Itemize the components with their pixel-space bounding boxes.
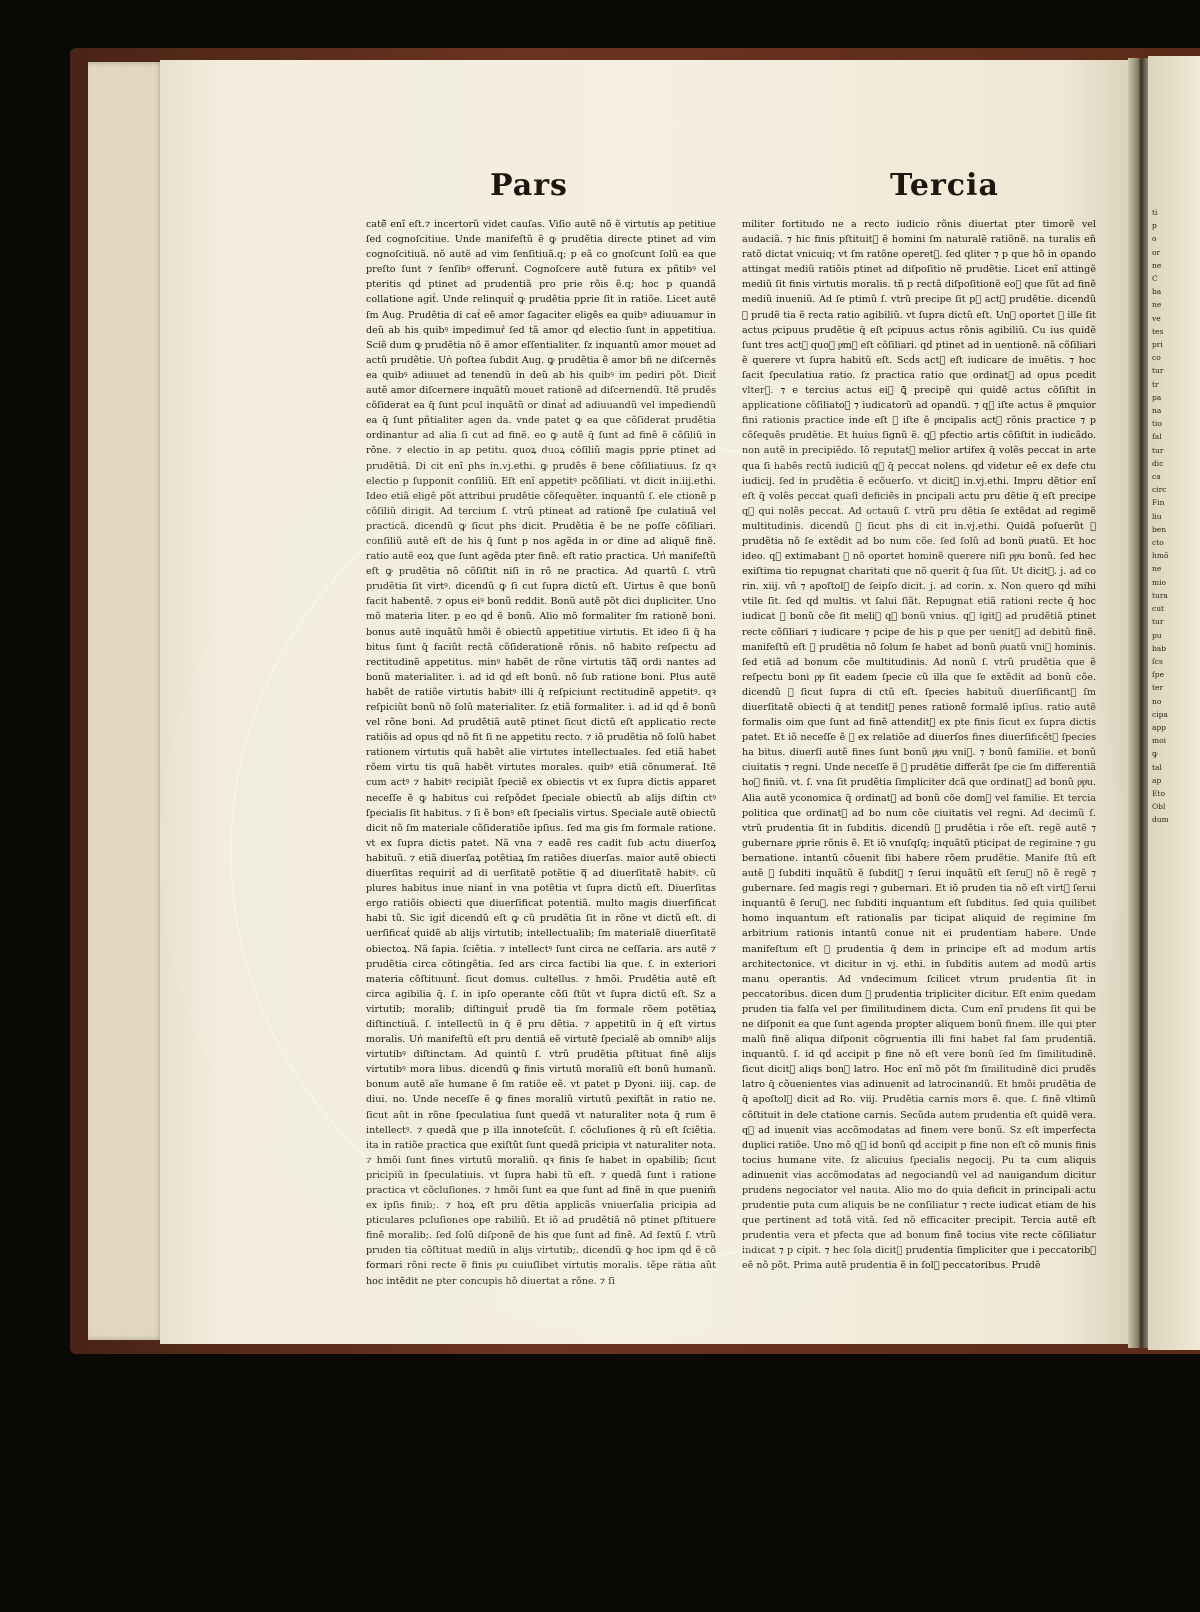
right-page-fragment-line: tio	[1152, 419, 1162, 429]
right-page-fragment-line: Eto	[1152, 788, 1166, 798]
right-page-fragment-line: ben	[1152, 524, 1167, 534]
right-page-fragment-line: ſcs	[1152, 656, 1163, 666]
right-page-fragment-line: tal	[1152, 762, 1162, 772]
right-page-fragment-line: o	[1152, 234, 1157, 244]
text-column-right	[742, 217, 1096, 1292]
right-page-fragment-line: na	[1152, 406, 1162, 416]
right-page-fragment-line: tura	[1152, 590, 1168, 600]
right-page-fragment-line: dum	[1152, 815, 1169, 825]
right-page-fragment-line: tr	[1152, 379, 1159, 389]
right-page-fragment-line: pu	[1152, 630, 1162, 640]
right-page-fragment-line: cipa	[1152, 709, 1168, 719]
right-page-fragment-line: cut	[1152, 604, 1165, 614]
right-page-fragment-line: circ	[1152, 485, 1167, 495]
right-page-fragment-line: ne	[1152, 300, 1162, 310]
right-page-fragment-line: hmõ	[1152, 551, 1169, 561]
right-page-fragment-line: pa	[1152, 392, 1162, 402]
right-page-fragment-line: no	[1152, 696, 1162, 706]
right-page-fragment-line: tur	[1152, 366, 1164, 376]
right-page-fragment-line: pri	[1152, 340, 1163, 350]
right-page-fragment-line: liu	[1152, 511, 1162, 521]
right-page-fragment-line: ap	[1152, 775, 1162, 785]
right-page-fragment-line: tur	[1152, 445, 1164, 455]
text-column-left	[366, 217, 716, 1292]
running-head-right: Tercia	[890, 168, 999, 203]
right-page-fragment-line: co	[1152, 353, 1161, 363]
right-page-fragment	[1152, 206, 1200, 827]
right-page-fragment-line: bab	[1152, 643, 1167, 653]
right-page-fragment-line: ſpe	[1152, 670, 1165, 680]
right-page-fragment-line: tes	[1152, 326, 1164, 336]
page-edges	[88, 62, 164, 1340]
right-page-fragment-line: Obl	[1152, 802, 1166, 812]
right-page-fragment-line: fal	[1152, 432, 1162, 442]
text-column-left-body: catẽ̄ enĩ eſt.⁊ incertorũ videt cauſas. Viſio autẽ nõ ẽ virtutis ap petitiue ſed cognoſcitiue. Unde manifeſtũ ẽ ꝙ prudẽtia directe ptinet ad vim cognoſcitiuã. nõ autẽ ad vim ſenſitiuã.q; p eã co gnoſcunt ſolũ ea que preſto ſunt ⁊ ſenſibꝰ offeruntᷣ. Cognoſcere autẽ futura ex pñtibꝰ vel pteritis qḋ ptinet ad prudentiã pro prie rõis ẽ.q; hoc p quandã collatione agitᷣ. Unde relinquitᷣ ꝙ prudẽtia pprie ſit in ratiõe. Licet autẽ ſm Aug. Prudẽtia di catᷣ eẽ amor ſagaciter eligẽs ea quibꝰ adiuuamur in deũ ab his quibꝰ impedimurᷤ ſed tã amor qḋ electio ſunt in appetitiua. Sciẽ dum ꝙ prudẽtia nõ ẽ amor eſſentialiter. ſz inquantũ amor mouet ad actũ prudẽtie. Unᷣ poſtea ſubdit Aug. ꝙ prudẽtia ẽ amor bñ ne diſcernẽs ea quibꝰ adiuuet ad tenendũ in deũ ab his quibꝰ im pediri põt. Dicitᷣ autẽ amor diſcernere inquãtũ mouet rationẽ ad diſcernendũ. Itẽ prudẽs cõſiderat ea q̄ ſunt pcul inquãtũ or dinatᷣ ad adiuuandũ vel impediendũ ea q̄ ſunt pñtialiter agen da. vnde patet ꝙ ea que cõſiderat prudẽtia ordinantur ad alia ſi cut ad finẽ. eo ꝙ autẽ q̄ ſunt ad finẽ ẽ cõſiliũ in rõne. ⁊ electio in ap petitu. quoꝝ duoꝝ cõſiliũ magis pprie ptinet ad prudẽtiã. Di cit enĩ phs in.vj.ethi. ꝙ prudẽs ẽ bene cõſiliatiuus. ſz qꝛ electio p ſupponit conſiliũ. Eſt enĩ appetitꝰ pcõſiliati. vt dicit in.iij.ethi. Ideo etiã eligẽ põt attribui prudẽtie cõſequẽter. inquantũ ſ. ele ctionẽ p cõſiliũ dirigit. Ad tercium ſ. vtrũ ptineat ad rationẽ ſpe culatiuã vel practicã. dicendũ ꝙ ſicut phs dicit. Prudẽtia ẽ be ne poſſe cõſiliari. conſiliũ autẽ eſt de his q̄ ſunt p nos agẽda in or dine ad aliquẽ finẽ. ratio autẽ eoꝝ que ſunt agẽda pter finẽ. eſt ratio practica. Unᷣ manifeſtũ eſt ꝙ prudẽtia nõ cõſiſtit niſi in rõ ne practica. Ad quartũ ſ. vtrũ prudẽtia ſit virtꝰ. dicendũ ꝙ ſi cut ſupra dictũ eſt. Uirtus ẽ que bonũ facit habentẽ. ⁊ opus eiꝰ bonũ reddit. Bonũ autẽ põt dici dupliciter. Uno mõ materia liter. p eo qḋ ẽ bonũ. Alio mõ formaliter ſm rationẽ boni. bonus autẽ inquãtũ hmõi ẽ obiectũ appetitiue virtutis. Et ideo ſi q̄ ha bitus ſunt q̄ faciũt rectã cõſiderationẽ rõnis. nõ habito reſpectu ad rectitudinẽ appetitus. minꝰ habẽt de rõne virtutis tãqᷓ ordi nantes ad bonũ materialiter. i. ad id qḋ eſt bonũ. nõ ſub ratione boni. Plus autẽ habẽt de ratiõe virtutis habitꝰ illi q̄ reſpiciunt rectitudinẽ appetitꝰ. qꝛ reſpiciũt bonũ nõ ſolũ materialiter. ſz etiã formaliter. i. ad id qḋ ẽ bonũ vel rõne boni. Ad prudẽtiã autẽ ptinet ſicut dictũ eſt applicatio recte ratiõis ad opus qḋ nõ fit ſi ne appetitu recto. ⁊ iõ prudẽtia nõ ſolũ habet rationem virtutis quã habẽt alie virtutes intellectuales. ſed etiã habet rõem virtu tis quã habẽt virtutes morales. quibꝰ etiã cõnumeratᷣ. Itẽ cum actꝰ ⁊ habitꝰ recipiãt ſpeciẽ ex obiectis vt ex ſupra dictis apparet neceſſe ẽ ꝙ habitus cui reſpõdet ſpeciale obiectũ ab alijs diſtin ctꝰ ſpecialis ſit habitus. ⁊ ſi ẽ bonꝰ eſt ſpecialis virtus. Speciale autẽ obiectũ dicit nõ ſm materiale cõſideratiõe ipſius. ſed ma gis ſm formale ratione. vt ex ſupra dictis patet. Nã vna ⁊ eadẽ res cadit ſub actu diuerſoꝝ habituũ. ⁊ etiã diuerſaꝝ potẽtiaꝝ ſm ratiões diuerſas. maior autẽ obiecti diuerſitas requiritᷣ ad di uerſitatẽ potẽtie qᷓ ad diuerſitatẽ habitꝰ. cũ plures habitus inue niantᷣ in vna potẽtia vt ſupra dictũ eſt. Diuerſitas ergo ratiõis obiecti que diuerſificat potentiã. multo magis diuerſificat habi tũ. Sic igitᷣ dicendũ eſt ꝙ cũ prudẽtia ſit in rõne vt dictũ eſt. di uerſificatᷣ quidẽ ab alijs virtutib; intellectualib; ſm materialẽ diuerſitatẽ obiectoꝝ. Nã ſapia. ſciẽtia. ⁊ intellectꝰ ſunt circa ne ceſſaria. ars autẽ ⁊ prudẽtia circa cõtingẽtia. ſed ars circa factibi lia que. ſ. in exteriori materia cõſtituuntᷣ. ſicut domus. cultellus. ⁊ hmõi. Prudẽtia autẽ eſt circa agibilia q̄. ſ. in ipſo operante cõſi ſtũt vt ſupra dictũ eſt. Sz a virtutib; moralib; diſtinguitᷣ prudẽ tia ſm formale rõem potẽtiaꝝ diſtinctiuã. ſ. intellectũ in q̄ ẽ pru dẽtia. ⁊ appetitũ in q̄ eſt virtus moralis. Unᷣ manifeſtũ eſt pru dentiã eẽ virtutẽ ſpecialẽ ab omnibꝰ alijs virtutibꝰ diſtinctam. Ad quintũ ſ. vtrũ prudẽtia pſtituat finẽ alijs virtutibꝰ mora libus. dicendũ ꝙ finis virtutũ moraliũ eſt bonũ humanũ. bonum autẽ aĩe humane ẽ ſm ratiõe eẽ. vt patet p Dyoni. iiij. cap. de diui. no. Unde neceſſe ẽ ꝙ fines moraliũ virtutũ pexiſtãt in ratio ne. ſicut aũt in rõne ſpeculatiua ſunt quedã vt naturaliter nota q̄ rum ẽ intellectꝰ. ⁊ quedã que p illa innoteſcũt. ſ. cõcluſiones q̄ rũ eſt ſciẽtia. ita in ratiõe practica que exiſtũt ſunt quedã pricipia vt naturaliter nota. ⁊ hmõi ſunt fines virtutũ moraliũ. qꝛ finis ſe habet in opabilib; ſicut pricipiũ in ſpeculatiuis. vt ſupra habi tũ eſt. ⁊ quedã ſunt i ratione practica vt cõcluſiones. ⁊ hmõi ſunt ea que ſunt ad finẽ in que puenim̄ ex ipſis finib;. ⁊ hoꝝ eſt pru dẽtia applicãs vniuerſalia pricipia ad pticulares pcluſiones ope rabiliũ. Et iõ ad prudẽtiã nõ ptinet pſtituere finẽ moralib;. ſed ſolũ diſponẽ de his que ſunt ad finẽ. Ad ſextũ ſ. vtrũ pruden tia cõſtituat mediũ in alijs virtutib;. dicendũ ꝙ hoc ipm qḋ ẽ cõ formari rõni recte ẽ finis pͥu cuiuſlibet virtutis moralis. tẽpe rãtia aũt hoc intẽdit ne pter concupis hõ diuertat a rõne. ⁊ ſi	[366, 219, 716, 1287]
right-page-fragment-line: C	[1152, 274, 1158, 284]
right-page-fragment-line: ti	[1152, 208, 1158, 217]
text-column-right-body: militer fortitudo ne a recto iudicio rõnis diuertat pter timorẽ vel audaciã. ⁊ hic finis pſtituitᷣ ẽ homini ſm naturalẽ ratiõnẽ. na turalis eñ ratõ dictat vnicuiq; vt ſm ratõne operetᷣ. ſed qliter ⁊ p que hõ in opando attingat mediũ ratiõis ptinet ad diſpoſitio nẽ prudẽtie. Licet enĩ attingẽ mediũ ſit finis virtutis moralis. tñ p rectã diſpoſitionẽ eoꝝ que ſũt ad finẽ mediũ inueniũ. Ad ſe ptimũ ſ. vtrũ precipe ſit pꝰ actꝰ prudẽtie. dicendũ ꝙ prudẽ tia ẽ recta ratio agibiliũ. vt ſupra dictũ eſt. Unᷣ oportet ꝙ ille ſit actus pͥcipuus prudẽtie q̄ eſt pͥcipuus actus rõnis agibiliũ. Cu ius quidẽ ſunt tres actꝰ quoꝝ pͥmꝰ eſt cõſiliari. qḋ ptinet ad in uentionẽ. nã cõſiliari ẽ querere vt ſupra habitũ eſt. Scḋs actꝰ eſt iudicare de inuẽtis. ⁊ hoc ſacit ſpeculatiua ratio. ſz practica ratio que ordinatᷣ ad opus pcedit vlterꝰ. ⁊ e tercius actus eiꝰ ꝗ̄ precipẽ qui quidẽ actus cõſiſtit in applicatione cõſiliatoꝝ ⁊ iudicatorũ ad opandũ. ⁊ qꝛ iſte actus ẽ pͥmquior fini rationis practice inde eſt ꝙ iſte ẽ pͥncipalis actꝰ rõnis practice ⁊ p cõſequẽs prudẽtie. Et huius ſignũ ẽ. qꝛ pfectio artis cõſiſtit in iudicãdo. non autẽ in precipiẽdo. Iõ reputatᷣ melior artifex q̄ volẽs peccat in arte qua ſi habẽs rectũ iudiciũ qᷓ q̄ peccat nolens. qḋ videtur eẽ ex defe ctu iudicij. ſed in prudẽtia ẽ ecõuerſo. vt dicitᷣ in.vj.ethi. Impru dẽtior enĩ eſt q̄ volẽs peccat quaſi deficiẽs in pncipali actu pru dẽtie q̄ eſt precipe qᷓ qui nolẽs peccat. Ad octauũ ſ. vtrũ pru dẽtia ſe extẽdat ad regimẽ multitudinis. dicendũ ꝙ ſicut phs di cit in.vj.ethi. Quidã poſuerũt ꝙ prudẽtia nõ ſe extẽdit ad bo num cõe. ſed ſolũ ad bonũ pͥuatũ. Et hoc ideo. qꝛ extimabant ꝙ nõ oportet hominẽ querere niſi pͥpͥu bonũ. ſed hec exiſtima tio repugnat charitati que nõ querit q̄ ſua ſũt. Ut dicitᷣ. j. ad co rin. xiij. vñ ⁊ apoſtolꝰ de ſeipſo dicit. j. ad corin. x. Non quero qḋ mihi vtile ſit. ſed qḋ multis. vt ſalui ſiãt. Repugnat etiã rationi recte q̄ hoc iudicat ꝙ bonũ cõe ſit meliꝰ qᷓ bonũ vnius. qꝛ igitᷣ ad prudẽtiã ptinet recte cõſiliari ⁊ iudicare ⁊ pcipe de his p que per uenitᷣ ad debitũ finẽ. manifeſtũ eſt ꝙ prudẽtia nõ ſolum ſe habet ad bonũ pͥuatũ vniꝰ hominis. ſed etiã ad bonum cõe multitudinis. Ad nonũ ſ. vtrũ prudẽtia que ẽ reſpectu boni pͥpͥ ſit eadem ſpecie cũ illa que ſe extẽdit ad bonũ cõe. dicendũ ꝙ ſicut ſupra di ctũ eſt. ſpecies habituũ diuerſificantᷣ ſm diuerſitatẽ obiecti q̄ at tenditᷣ penes rationẽ formalẽ ipſius. ratio autẽ formalis oim que ſunt ad finẽ attenditᷣ ex pte finis ſicut ex ſupra dictis patet. Et iõ neceſſe ẽ ꝙ ex relatiõe ad diuerſos fines diuerſificẽtᷣ ſpecies ha bitus. diuerſi autẽ fines ſunt bonũ pͥpͥu vniꝰ. ⁊ bonũ familie. et bonũ ciuitatis ⁊ regni. Unde neceſſe ẽ ꝙ prudẽtie differãt ſpe cie ſm differentiã hoꝝ finiũ. vt. ſ. vna ſit prudẽtia ſimpliciter dcã que ordinatᷣ ad bonũ pͥpͥu. Alia autẽ yconomica q̄ ordinatᷣ ad bonũ cõe domꝰ vel familie. Et tercia politica que ordinatᷣ ad bo num cõe ciuitatis vel regni. Ad decimũ ſ. vtrũ prudentia ſit in ſubditis. dicendũ ꝙ prudẽtia i rõe eſt. regẽ autẽ ⁊ gubernare pͥprie rõnis ẽ. Et iõ vnuſqſq; inquãtũ pticipat de regimine ⁊ gu bernatione. intantũ cõuenit ſibi habere rõem prudẽtie. Manife ſtũ eſt autẽ ꝙ ſubditi inquãtũ ẽ ſubditꝰ ⁊ ſerui inquãtũ eſt ſeruꝰ nõ ẽ regẽ ⁊ gubernare. ſed magis regi ⁊ gubernari. Et iõ pruden tia nõ eſt virtꝰ ſerui inquantũ ẽ ſeruꝰ. nec ſubditi inquantum eſt ſubditus. ſed quia quilibet homo inquantum eſt rationalis par ticipat aliquid de regimine ſm arbitrium rationis intantũ conue nit ei prudentiam habere. Unde manifeſtum eſt ꝙ prudentia q̄ dem in principe eſt ad modum artis architectonice. vt dicitur in vj. ethi. in ſubditis autem ad modũ artis manu operantis. Ad vndecimum ſcilicet vtrum prudentia ſit in peccatoribus. dicen dum ꝙ prudentia tripliciter dicitur. Eſt enim quedam pruden tia falſa vel per ſimilitudinem dicta. Cum enĩ prudens ſit qui be ne diſponit ea que ſunt agenda propter aliquem bonũ finem. ille qui pter malũ finẽ aliqua diſponit cõgruentia illi fini habet fal ſam prudentiã. inquantũ. ſ. id qḋ accipit p fine nõ eſt vere bonũ ſed ſm ſimilitudinẽ. ſicut dicitᷣ aliqs bonꝰ latro. Hoc enĩ mõ põt ſm ſimilitudinẽ dici prudẽs latro q̄ cõuenientes vias adinuenit ad latrocinandũ. Et hmõi prudẽtia de q̄ apoſtolꝰ dicit ad Ro. viij. Prudẽtia carnis mors ẽ. que. ſ. finẽ vltimũ cõſtituit in dele ctatione carnis. Secũda autem prudentia eſt quidẽ vera. qꝛ ad inuenit vias accõmodatas ad finem vere bonũ. Sz eſt imperfecta duplici ratiõe. Uno mõ qꝛ id bonũ qḋ accipit p fine non eſt cõ munis finis tocius humane vite. ſz alicuius ſpecialis negocij. Pu ta cum aliquis adinuenit vias accõmodatas ad negociandũ vel ad nauigandum dicitur prudens negociator vel nauta. Alio mo do quia deficit in principali actu prudentie puta cum aliquis be ne conſiliatur ⁊ recte iudicat etiam de his que pertinent ad totã vitã. ſed nõ efficaciter precipit. Tercia autẽ eſt prudentia vera et pfecta que ad bonum finẽ tocius vite recte cõſiliatur indicat ⁊ p cipit. ⁊ hec ſola dicitᷣ prudentia ſimpliciter que i peccatoribꝰ eẽ nõ põt. Prima autẽ prudentia ẽ in ſolꝭ peccatoribus. Prudẽ	[742, 219, 1096, 1272]
right-page-fragment-line: mio	[1152, 577, 1167, 587]
right-page-edge	[1148, 56, 1200, 1350]
right-page-fragment-line: dic	[1152, 458, 1164, 468]
right-page-fragment-line: ter	[1152, 683, 1164, 693]
right-page-fragment-line: Fin	[1152, 498, 1165, 508]
right-page-fragment-line: tur	[1152, 617, 1164, 627]
right-page-fragment-line: ꝙ	[1152, 749, 1158, 759]
right-page-fragment-line: ba	[1152, 287, 1162, 297]
right-page-fragment-line: ne	[1152, 260, 1162, 270]
right-page-fragment-line: p	[1152, 221, 1157, 231]
right-page-fragment-line: ca	[1152, 472, 1161, 482]
right-page-fragment-line: moi	[1152, 736, 1167, 746]
right-page-fragment-line: ne	[1152, 564, 1162, 574]
right-page-fragment-line: or	[1152, 247, 1161, 257]
running-head-left: Pars	[490, 168, 568, 203]
right-page-fragment-line: ve	[1152, 313, 1161, 323]
right-page-fragment-line: app	[1152, 722, 1167, 732]
book-gutter	[1128, 58, 1150, 1348]
right-page-fragment-line: cto	[1152, 538, 1164, 548]
